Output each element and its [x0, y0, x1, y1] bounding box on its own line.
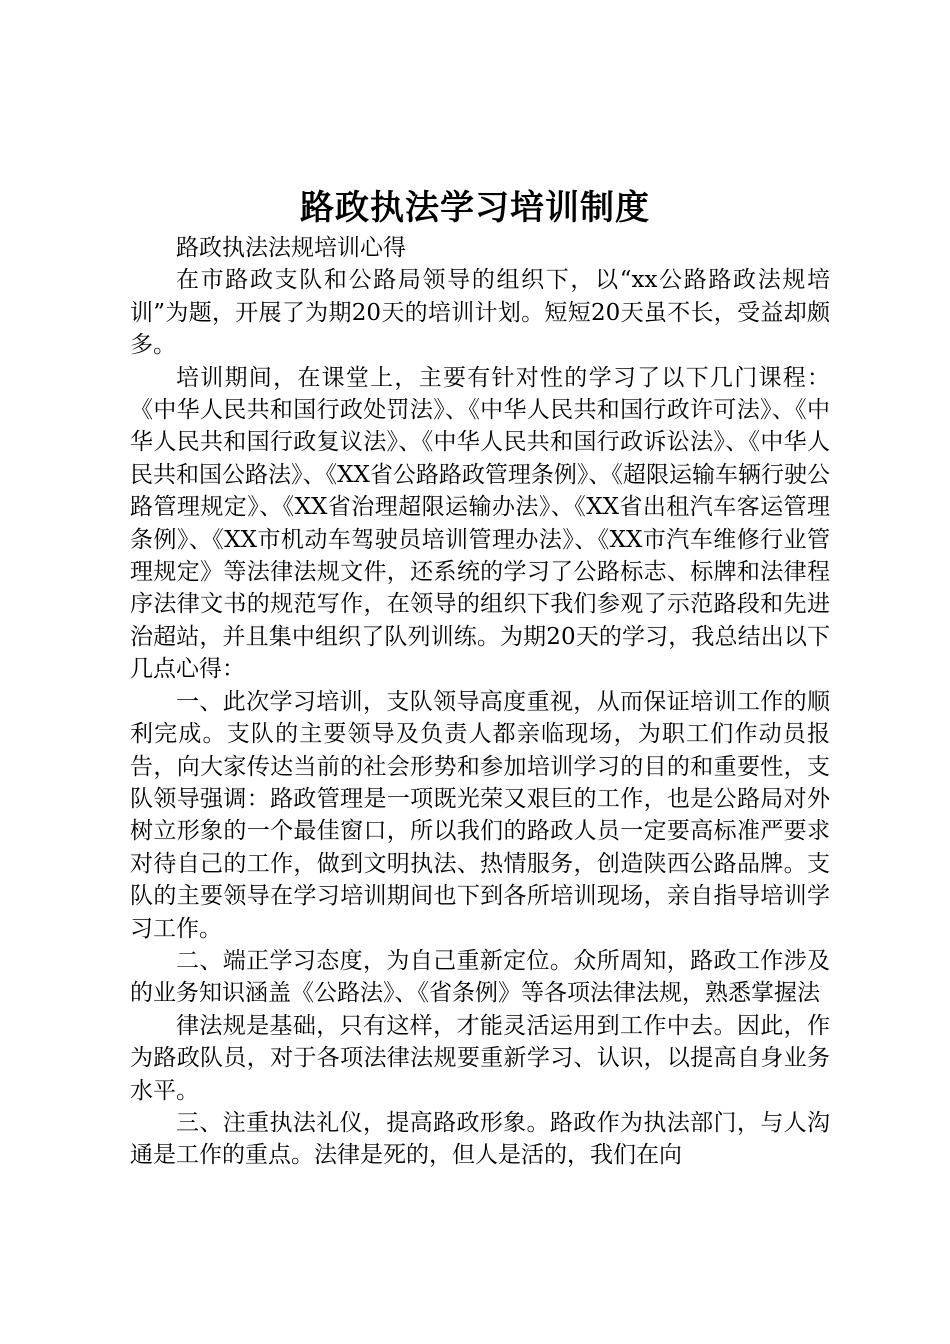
paragraph-point-three: 三、注重执法礼仪，提高路政形象。路政作为执法部门，与人沟通是工作的重点。法律是死的，但人是活的，我们在向	[130, 1109, 830, 1169]
document-title: 路政执法学习培训制度	[300, 188, 650, 228]
paragraph-point-two-continued: 律法规是基础，只有这样，才能灵活运用到工作中去。因此，作为路政队员，对于各项法律法规要重新学习、认识，以提高自身业务水平。	[130, 1012, 830, 1104]
paragraph-point-two: 二、端正学习态度，为自己重新定位。众所周知，路政工作涉及的业务知识涵盖《公路法》、《省条例》等各项法律法规，熟悉掌握法	[130, 947, 830, 1007]
paragraph-courses: 培训期间，在课堂上，主要有针对性的学习了以下几门课程：《中华人民共和国行政处罚法》、《中华人民共和国行政许可法》、《中华人民共和国行政复议法》、《中华人民共和国行政诉讼法》、《中华人民共和国公路法》、《XX省公路路政管理条例》、《超限运输车辆行驶公路管理规定》、《XX省治理超限运输办法》、《XX省出租汽车客运管理条例》、《XX市机动车驾驶员培训管理办法》、《XX市汽车维修行业管理规定》等法律法规文件，还系统的学习了公路标志、标牌和法律程序法律文书的规范写作，在领导的组织下我们参观了示范路段和先进治超站，并且集中组织了队列训练。为期20天的学习，我总结出以下几点心得：	[130, 364, 830, 683]
paragraph-intro: 在市路政支队和公路局领导的组织下，以“xx公路路政法规培训”为题，开展了为期20天的培训计划。短短20天虽不长，受益却颇多。	[130, 267, 830, 359]
paragraph-point-one: 一、此次学习培训，支队领导高度重视，从而保证培训工作的顺利完成。支队的主要领导及负责人都亲临现场，为职工们作动员报告，向大家传达当前的社会形势和参加培训学习的目的和重要性，支队领导强调：路政管理是一项既光荣又艰巨的工作，也是公路局对外树立形象的一个最佳窗口，所以我们的路政人员一定要高标准严要求对待自己的工作，做到文明执法、热情服务，创造陕西公路品牌。支队的主要领导在学习培训期间也下到各所培训现场，亲自指导培训学习工作。	[130, 688, 830, 942]
document-body	[130, 232, 830, 1172]
paragraph-subtitle: 路政执法法规培训心得	[176, 235, 406, 261]
